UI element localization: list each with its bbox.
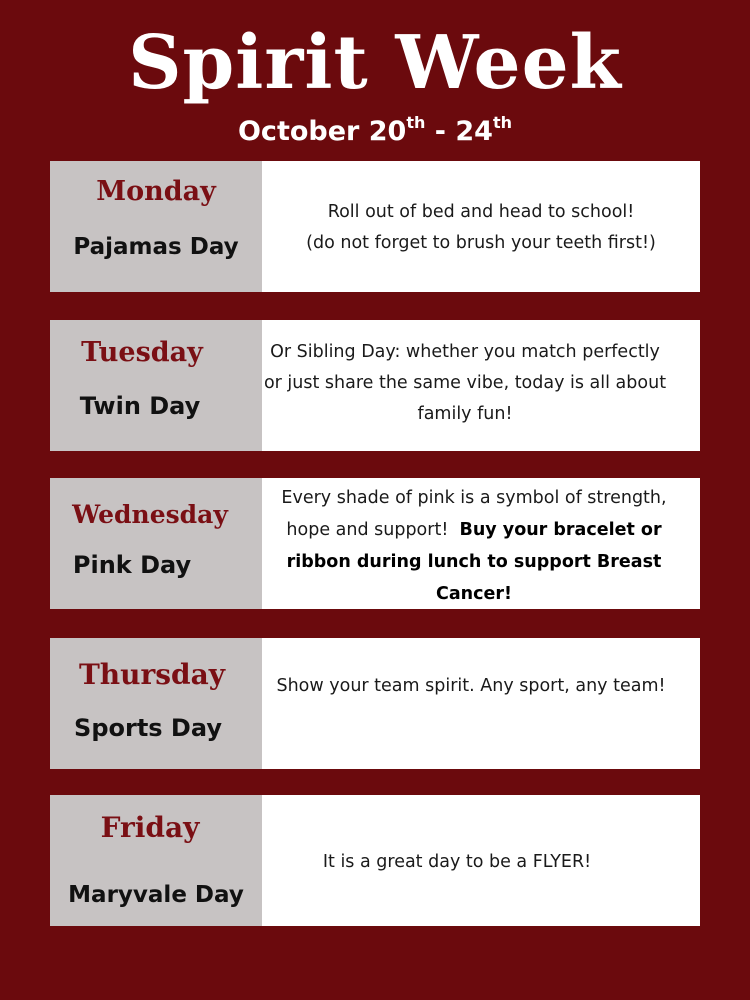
- day-row-wednesday: [50, 478, 700, 609]
- day-name: Tuesday: [81, 337, 203, 368]
- day-theme: Sports Day: [74, 714, 222, 742]
- day-label-panel: [50, 638, 262, 769]
- day-description: It is a great day to be a FLYER!: [322, 852, 592, 872]
- day-theme: Pajamas Day: [73, 234, 239, 260]
- date-end-suffix: th: [492, 113, 513, 132]
- day-row-tuesday: [50, 320, 700, 451]
- day-label-panel: [50, 320, 262, 451]
- day-theme: Maryvale Day: [68, 882, 244, 908]
- day-theme: Pink Day: [72, 551, 192, 579]
- date-start-suffix: th: [406, 113, 426, 132]
- day-row-thursday: [50, 638, 700, 769]
- description-line: Roll out of bed and head to school!: [327, 202, 635, 222]
- page-title: Spirit Week: [128, 20, 622, 106]
- day-description-panel: [262, 795, 700, 926]
- day-description: Or Sibling Day: whether you match perfectly or just share the same vibe, today is all about family fun!: [263, 342, 667, 424]
- day-name: Thursday: [78, 658, 226, 691]
- day-name: Monday: [96, 176, 216, 207]
- day-description: [266, 482, 682, 610]
- day-name: Friday: [100, 811, 200, 844]
- day-description: Show your team spirit. Any sport, any team!: [276, 676, 666, 696]
- day-row-monday: [50, 161, 700, 292]
- day-theme: Twin Day: [79, 392, 201, 420]
- day-label-panel: [50, 795, 262, 926]
- day-label-panel: [50, 161, 262, 292]
- description-text: Every shade of pink is a symbol of strength, hope and support!: [281, 488, 667, 540]
- date-range: [0, 112, 750, 152]
- day-row-friday: [50, 795, 700, 926]
- day-description-panel: [262, 478, 700, 609]
- date-start: October 20: [237, 116, 407, 147]
- date-end: - 24: [425, 116, 493, 147]
- day-name: Wednesday: [72, 500, 228, 529]
- day-description-panel: [262, 320, 700, 451]
- day-description-panel: [262, 161, 700, 292]
- day-description: [268, 197, 694, 259]
- day-description-panel: [262, 638, 700, 769]
- description-highlight: Buy your bracelet or ribbon during lunch to support Breast Cancer!: [286, 520, 662, 604]
- day-label-panel: [50, 478, 262, 609]
- description-line: (do not forget to brush your teeth first!): [306, 233, 656, 253]
